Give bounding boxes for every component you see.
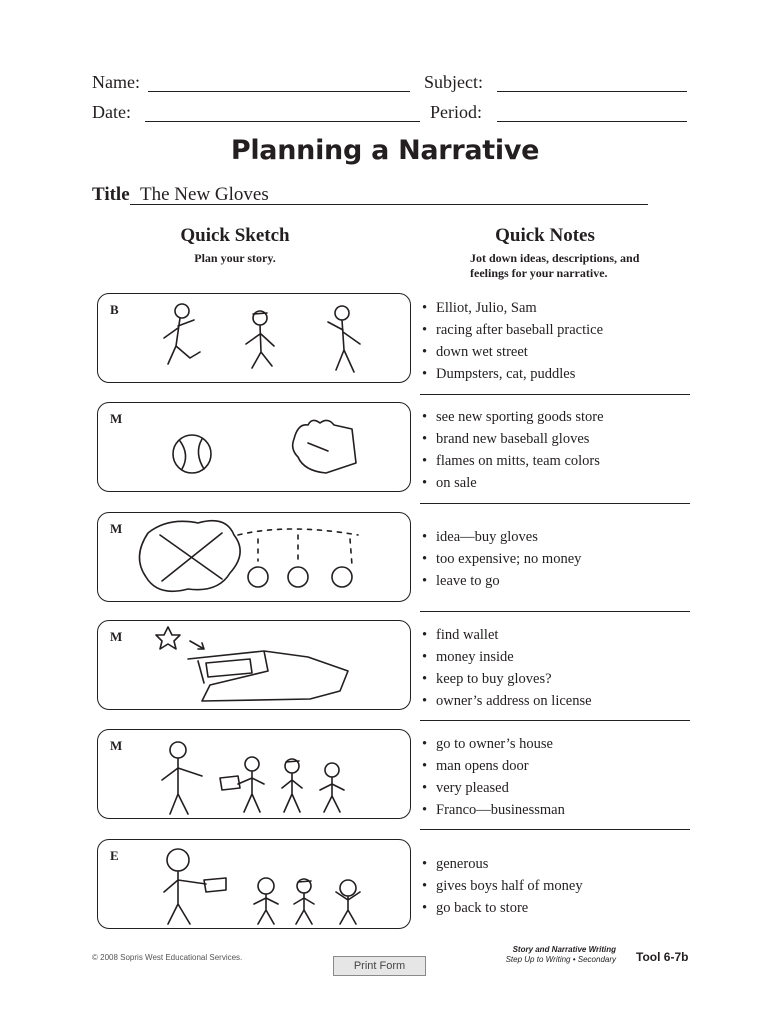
list-item: • very pleased [422, 777, 690, 799]
story-title-line [130, 204, 648, 205]
period-label: Period: [430, 102, 482, 122]
list-item: • man opens door [422, 755, 690, 777]
sketch-panel-middle-3[interactable] [97, 620, 411, 710]
list-item: • see new sporting goods store [422, 406, 690, 428]
sketch-baseball-and-glove [98, 403, 412, 493]
section-letter: M [110, 411, 123, 426]
print-form-button[interactable]: Print Form [333, 956, 426, 976]
list-item: • Elliot, Julio, Sam [422, 297, 690, 319]
list-item: • keep to buy gloves? [422, 668, 690, 690]
notes-middle-2 [422, 526, 690, 592]
sketch-panel-middle-2[interactable] [97, 512, 411, 602]
notes-divider [420, 503, 690, 504]
list-item: • gives boys half of money [422, 875, 690, 897]
section-letter: E [110, 848, 119, 863]
list-item: • go to owner’s house [422, 733, 690, 755]
list-item: • find wallet [422, 624, 690, 646]
notes-divider [420, 720, 690, 721]
list-item: • too expensive; no money [422, 548, 690, 570]
series-subtitle: Step Up to Writing • Secondary [505, 955, 616, 964]
series-credit [460, 945, 616, 965]
list-item: • money inside [422, 646, 690, 668]
sketch-man-giving-money-to-boys [98, 840, 412, 930]
list-item: • Franco—businessman [422, 799, 690, 821]
sketch-three-stick-figures-running [98, 294, 412, 384]
section-letter: B [110, 302, 119, 317]
list-item: • brand new baseball gloves [422, 428, 690, 450]
sketch-crossed-out-money-and-sad-faces [98, 513, 412, 603]
quick-notes-subheading-line1: Jot down ideas, descriptions, and [470, 251, 640, 265]
quick-notes-subheading [470, 251, 639, 281]
story-title-value[interactable]: The New Gloves [140, 184, 269, 205]
list-item: • generous [422, 853, 690, 875]
section-letter: M [110, 629, 123, 644]
list-item: • idea—buy gloves [422, 526, 690, 548]
subject-line [497, 91, 687, 92]
section-letter: M [110, 521, 123, 536]
list-item: • on sale [422, 472, 690, 494]
quick-notes-subheading-line2: feelings for your narrative. [470, 266, 608, 280]
notes-middle-3 [422, 624, 690, 712]
sketch-panel-middle-4[interactable] [97, 729, 411, 819]
copyright-notice: © 2008 Sopris West Educational Services. [92, 953, 243, 962]
list-item: • flames on mitts, team colors [422, 450, 690, 472]
notes-middle-4 [422, 733, 690, 821]
quick-sketch-heading: Quick Sketch [180, 225, 290, 246]
name-line [148, 91, 410, 92]
sketch-panel-middle-1[interactable] [97, 402, 411, 492]
page-title: Planning a Narrative [230, 135, 540, 166]
notes-beginning [422, 297, 690, 385]
notes-divider [420, 611, 690, 612]
notes-divider [420, 394, 690, 395]
quick-sketch-subheading: Plan your story. [194, 251, 276, 265]
section-letter: M [110, 738, 123, 753]
sketch-panel-end[interactable] [97, 839, 411, 929]
date-line [145, 121, 420, 122]
story-title-label: Title [92, 184, 130, 205]
date-label: Date: [92, 102, 131, 122]
subject-label: Subject: [424, 72, 483, 92]
tool-number: Tool 6-7b [636, 950, 689, 964]
period-line [497, 121, 687, 122]
notes-divider [420, 829, 690, 830]
list-item: • racing after baseball practice [422, 319, 690, 341]
list-item: • owner’s address on license [422, 690, 690, 712]
list-item: • Dumpsters, cat, puddles [422, 363, 690, 385]
sketch-boys-returning-wallet [98, 730, 412, 820]
quick-notes-heading: Quick Notes [495, 225, 595, 246]
list-item: • go back to store [422, 897, 690, 919]
list-item: • leave to go [422, 570, 690, 592]
series-title: Story and Narrative Writing [512, 945, 616, 954]
sketch-panel-beginning[interactable] [97, 293, 411, 383]
name-label: Name: [92, 72, 140, 92]
list-item: • down wet street [422, 341, 690, 363]
sketch-wallet-found [98, 621, 412, 711]
notes-middle-1 [422, 406, 690, 494]
notes-end [422, 853, 690, 919]
